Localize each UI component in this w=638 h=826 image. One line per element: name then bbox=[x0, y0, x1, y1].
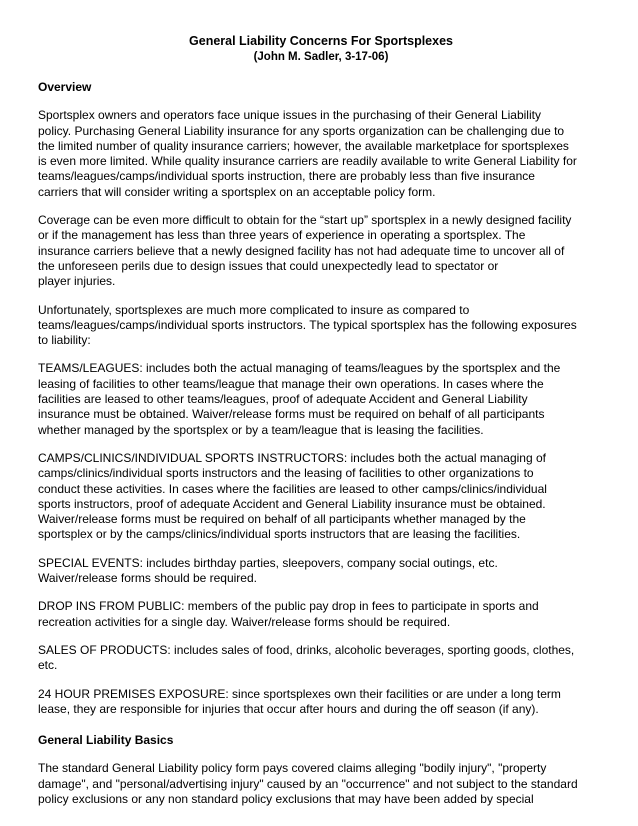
paragraph-line: teams/leagues/camps/individual sports instruction, there are probably less than five insurance bbox=[38, 169, 535, 184]
section-heading: General Liability Basics bbox=[38, 733, 174, 748]
document-page bbox=[38, 34, 604, 807]
paragraph-line: Coverage can be even more difficult to obtain for the “start up” sportsplex in a newly designed facility bbox=[38, 213, 572, 228]
body-paragraph bbox=[38, 108, 604, 200]
paragraph-line: etc. bbox=[38, 658, 58, 673]
paragraph-line: The standard General Liability policy form pays covered claims alleging "bodily injury", "property bbox=[38, 761, 547, 776]
paragraph-line: facilities are leased to other teams/leagues, proof of adequate Accident and General Liability bbox=[38, 392, 528, 407]
paragraph-line: SALES OF PRODUCTS: includes sales of food, drinks, alcoholic beverages, sporting goods, clothes, bbox=[38, 642, 575, 657]
paragraph-line: damage", and "personal/advertising injury" caused by an "occurrence" and not subject to the standard bbox=[38, 776, 578, 791]
paragraph-line: is even more limited. While quality insurance carriers are readily available to write General Liability for bbox=[38, 154, 577, 169]
body-paragraph bbox=[38, 451, 604, 543]
paragraph-line: the limited number of quality insurance carriers; however, the available marketplace for sportsplexes bbox=[38, 138, 569, 153]
paragraph-line: or if the management has less than three years of experience in operating a sportsplex. The bbox=[38, 228, 526, 243]
body-paragraph bbox=[38, 556, 604, 587]
section-heading: Overview bbox=[38, 80, 92, 94]
paragraph-line: insurance carriers believe that a newly designed facility has not had adequate time to uncover all of bbox=[38, 243, 565, 258]
paragraph-line: recreation activities for a single day. Waiver/release forms should be required. bbox=[38, 614, 451, 629]
paragraph-line: leasing of facilities to other teams/league that manage their own operations. In cases where the bbox=[38, 376, 544, 391]
paragraph-line: the unforeseen perils due to design issues that could unexpectedly lead to spectator or bbox=[38, 258, 499, 273]
paragraph-line: TEAMS/LEAGUES: includes both the actual managing of teams/leagues by the sportsplex and the bbox=[38, 361, 561, 376]
paragraph-line: CAMPS/CLINICS/INDIVIDUAL SPORTS INSTRUCTORS: includes both the actual managing of bbox=[38, 450, 546, 465]
paragraph-line: Waiver/release forms should be required. bbox=[38, 571, 257, 586]
paragraph-line: conduct these activities. In cases where the facilities are leased to other camps/clinics/individual bbox=[38, 481, 547, 496]
body-paragraph bbox=[38, 361, 604, 437]
paragraph-line: Sportsplex owners and operators face unique issues in the purchasing of their General Liability bbox=[38, 108, 541, 123]
body-paragraph bbox=[38, 687, 604, 718]
paragraph-line: lease, they are responsible for injuries that occur after hours and during the off season (if any). bbox=[38, 701, 539, 716]
document-title: General Liability Concerns For Sportsplexes bbox=[189, 34, 453, 48]
paragraph-line: policy. Purchasing General Liability insurance for any sports organization can be challenging due to bbox=[38, 123, 565, 138]
body-paragraph bbox=[38, 599, 604, 630]
body-paragraph bbox=[38, 213, 604, 289]
paragraph-line: player injuries. bbox=[38, 274, 116, 289]
paragraph-line: SPECIAL EVENTS: includes birthday parties, sleepovers, company social outings, etc. bbox=[38, 555, 498, 570]
paragraph-line: insurance must be obtained. Waiver/release forms must be required on behalf of all participants bbox=[38, 407, 545, 422]
paragraph-line: DROP INS FROM PUBLIC: members of the public pay drop in fees to participate in sports and bbox=[38, 599, 539, 614]
paragraph-line: sports instructors, proof of adequate Accident and General Liability insurance must be obtained. bbox=[38, 496, 546, 511]
body-paragraph bbox=[38, 303, 604, 349]
paragraph-line: whether managed by the sportsplex or by a team/league that is leasing the facilities. bbox=[38, 422, 484, 437]
body-paragraph bbox=[38, 643, 604, 674]
document-subtitle: (John M. Sadler, 3-17-06) bbox=[253, 51, 389, 63]
paragraph-line: carriers that will consider writing a sportsplex on an acceptable policy form. bbox=[38, 184, 436, 199]
paragraph-line: camps/clinics/individual sports instructors and the leasing of facilities to other organizations to bbox=[38, 466, 534, 481]
paragraph-line: sportsplex or by the camps/clinics/individual sports instructors that are leasing the facilities. bbox=[38, 527, 521, 542]
body-paragraph bbox=[38, 761, 604, 807]
paragraph-line: Unfortunately, sportsplexes are much more complicated to insure as compared to bbox=[38, 302, 470, 317]
paragraph-line: 24 HOUR PREMISES EXPOSURE: since sportsplexes own their facilities or are under a long term bbox=[38, 686, 561, 701]
paragraph-line: Waiver/release forms must be required on behalf of all participants whether managed by the bbox=[38, 512, 526, 527]
paragraph-line: to liability: bbox=[38, 333, 91, 348]
paragraph-line: teams/leagues/camps/individual sports instructors. The typical sportsplex has the following exposures bbox=[38, 317, 577, 332]
document-body bbox=[38, 80, 604, 807]
paragraph-line: policy exclusions or any non standard policy exclusions that may have been added by special bbox=[38, 791, 534, 806]
